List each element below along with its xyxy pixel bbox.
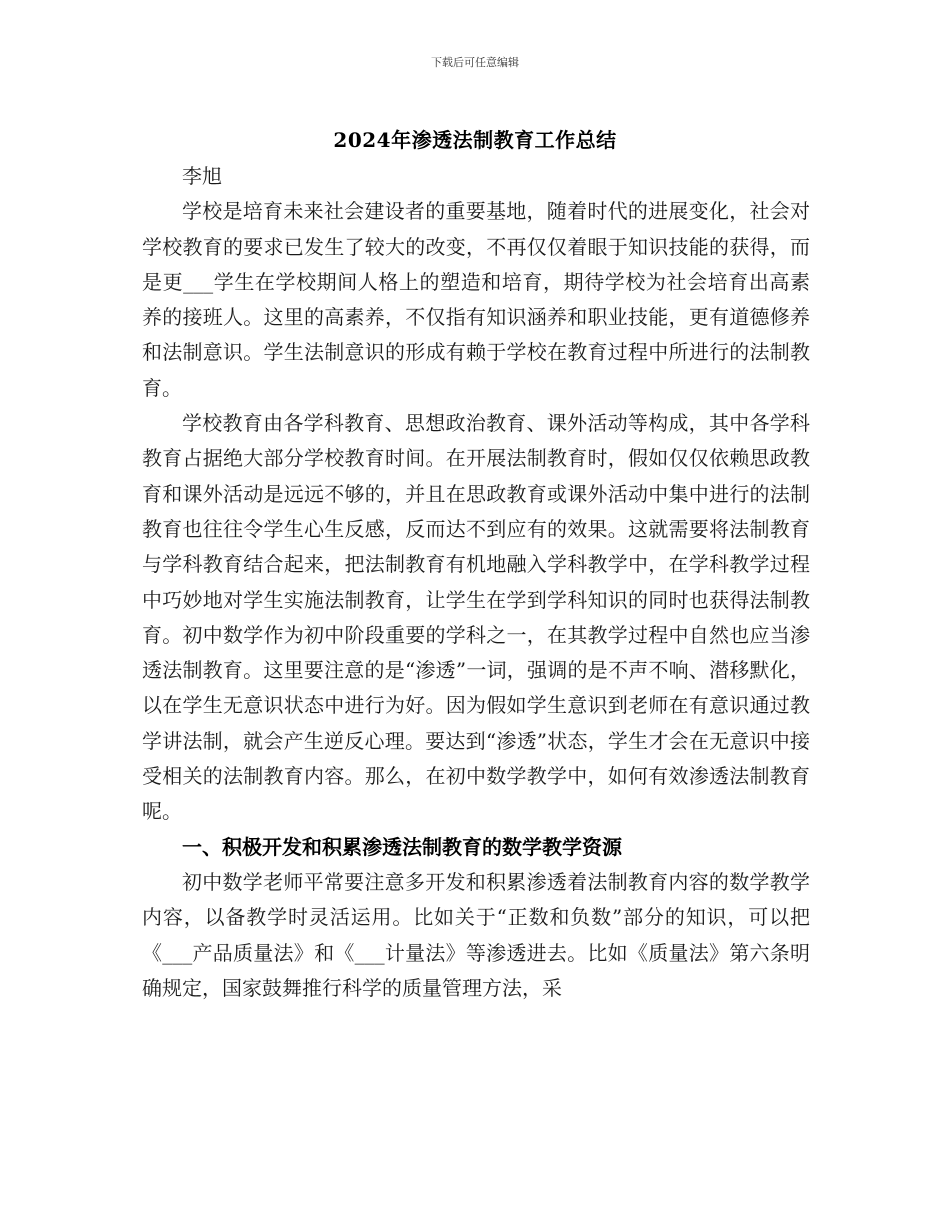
document-body xyxy=(142,159,810,1006)
author-line: 李旭 xyxy=(182,164,222,188)
paragraph: 初中数学老师平常要注意多开发和积累渗透着法制教育内容的数学教学内容，以备教学时灵活运用。比如关于“正数和负数”部分的知识，可以把《___产品质量法》和《___计量法》等渗透进去。比如《质量法》第六条明确规定，国家鼓舞推行科学的质量管理方法，采 xyxy=(142,869,810,1000)
document-title: 2024年渗透法制教育工作总结 xyxy=(333,128,617,152)
section-heading: 一、积极开发和积累渗透法制教育的数学教学资源 xyxy=(182,834,622,859)
paragraph: 学校是培育未来社会建设者的重要基地，随着时代的进展变化，社会对学校教育的要求已发生了较大的改变，不再仅仅着眼于知识技能的获得，而是更___学生在学校期间人格上的塑造和培育，期待学校为社会培育出高素养的接班人。这里的高素养，不仅指有知识涵养和职业技能，更有道德修养和法制意识。学生法制意识的形成有赖于学校在教育过程中所进行的法制教育。 xyxy=(142,199,810,400)
header-note: 下载后可任意编辑 xyxy=(431,56,519,69)
paragraph: 学校教育由各学科教育、思想政治教育、课外活动等构成，其中各学科教育占据绝大部分学校教育时间。在开展法制教育时，假如仅仅依赖思政教育和课外活动是远远不够的，并且在思政教育或课外活动中集中进行的法制教育也往往令学生心生反感，反而达不到应有的效果。这就需要将法制教育与学科教育结合起来，把法制教育有机地融入学科教学中，在学科教学过程中巧妙地对学生实施法制教育，让学生在学到学科知识的同时也获得法制教育。初中数学作为初中阶段重要的学科之一，在其教学过程中自然也应当渗透法制教育。这里要注意的是“渗透”一词，强调的是不声不响、潜移默化，以在学生无意识状态中进行为好。因为假如学生意识到老师在有意识通过教学讲法制，就会产生逆反心理。要达到“渗透”状态，学生才会在无意识中接受相关的法制教育内容。那么，在初中数学教学中，如何有效渗透法制教育呢。 xyxy=(142,411,810,824)
